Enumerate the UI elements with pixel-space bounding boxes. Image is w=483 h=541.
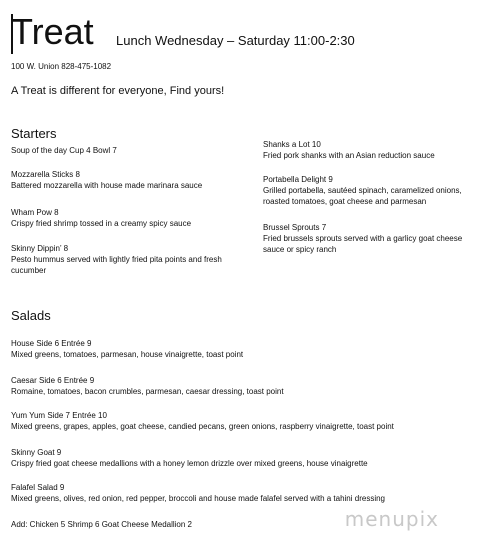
item-description: Crispy fried shrimp tossed in a creamy spicy sauce [11,219,192,228]
item-title: Soup of the day Cup 4 Bowl 7 [11,146,117,155]
lunch-hours: Lunch Wednesday – Saturday 11:00-2:30 [116,33,355,48]
salad-caesar [11,375,476,397]
item-title: Shanks a Lot 10 [263,140,321,149]
menupix-watermark: menupix [344,507,439,531]
item-description: Pesto hummus served with lightly fried pita points and fresh cucumber [11,255,222,275]
starter-shanks-a-lot [263,139,478,161]
item-description: Fried brussels sprouts served with a garlicy goat cheese sauce or spicy ranch [263,234,463,254]
item-description: Fried pork shanks with an Asian reduction sauce [263,151,435,160]
starters-heading: Starters [11,126,57,141]
item-description: Crispy fried goat cheese medallions with a honey lemon drizzle over mixed greens, house vinaigrette [11,459,368,468]
starter-wham-pow [11,207,251,229]
item-description: Romaine, tomatoes, bacon crumbles, parmesan, caesar dressing, toast point [11,387,284,396]
item-description: Mixed greens, olives, red onion, red pepper, broccoli and house made falafel served with a tahini dressing [11,494,385,503]
item-title: Brussel Sprouts 7 [263,223,327,232]
tagline: A Treat is different for everyone, Find yours! [11,85,225,97]
address-phone: 100 W. Union 828-475-1082 [11,62,112,71]
salad-addons: Add: Chicken 5 Shrimp 6 Goat Cheese Medallion 2 [11,520,192,529]
salad-skinny-goat [11,447,476,469]
item-title: House Side 6 Entrée 9 [11,339,92,348]
starter-mozzarella-sticks [11,169,251,191]
item-title: Skinny Goat 9 [11,448,62,457]
salad-house [11,338,476,360]
salads-heading: Salads [11,308,51,323]
restaurant-name: Treat [11,11,94,52]
item-title: Caesar Side 6 Entrée 9 [11,376,95,385]
item-title: Yum Yum Side 7 Entrée 10 [11,411,107,420]
item-description: Grilled portabella, sautéed spinach, caramelized onions, roasted tomatoes, goat cheese and parmesan [263,186,462,206]
item-description: Mixed greens, tomatoes, parmesan, house vinaigrette, toast point [11,350,244,359]
starter-skinny-dippin [11,243,231,276]
salad-yum-yum [11,410,476,432]
item-description: Mixed greens, grapes, apples, goat cheese, candied pecans, green onions, raspberry vinaigrette, toast point [11,422,394,431]
item-title: Skinny Dippin’ 8 [11,244,69,253]
starter-portabella-delight [263,174,478,207]
item-description: Battered mozzarella with house made marinara sauce [11,181,203,190]
item-title: Portabella Delight 9 [263,175,333,184]
salad-falafel [11,482,476,504]
starter-brussel-sprouts [263,222,478,255]
starter-soup [11,145,251,156]
item-title: Falafel Salad 9 [11,483,65,492]
item-title: Wham Pow 8 [11,208,59,217]
item-title: Mozzarella Sticks 8 [11,170,80,179]
